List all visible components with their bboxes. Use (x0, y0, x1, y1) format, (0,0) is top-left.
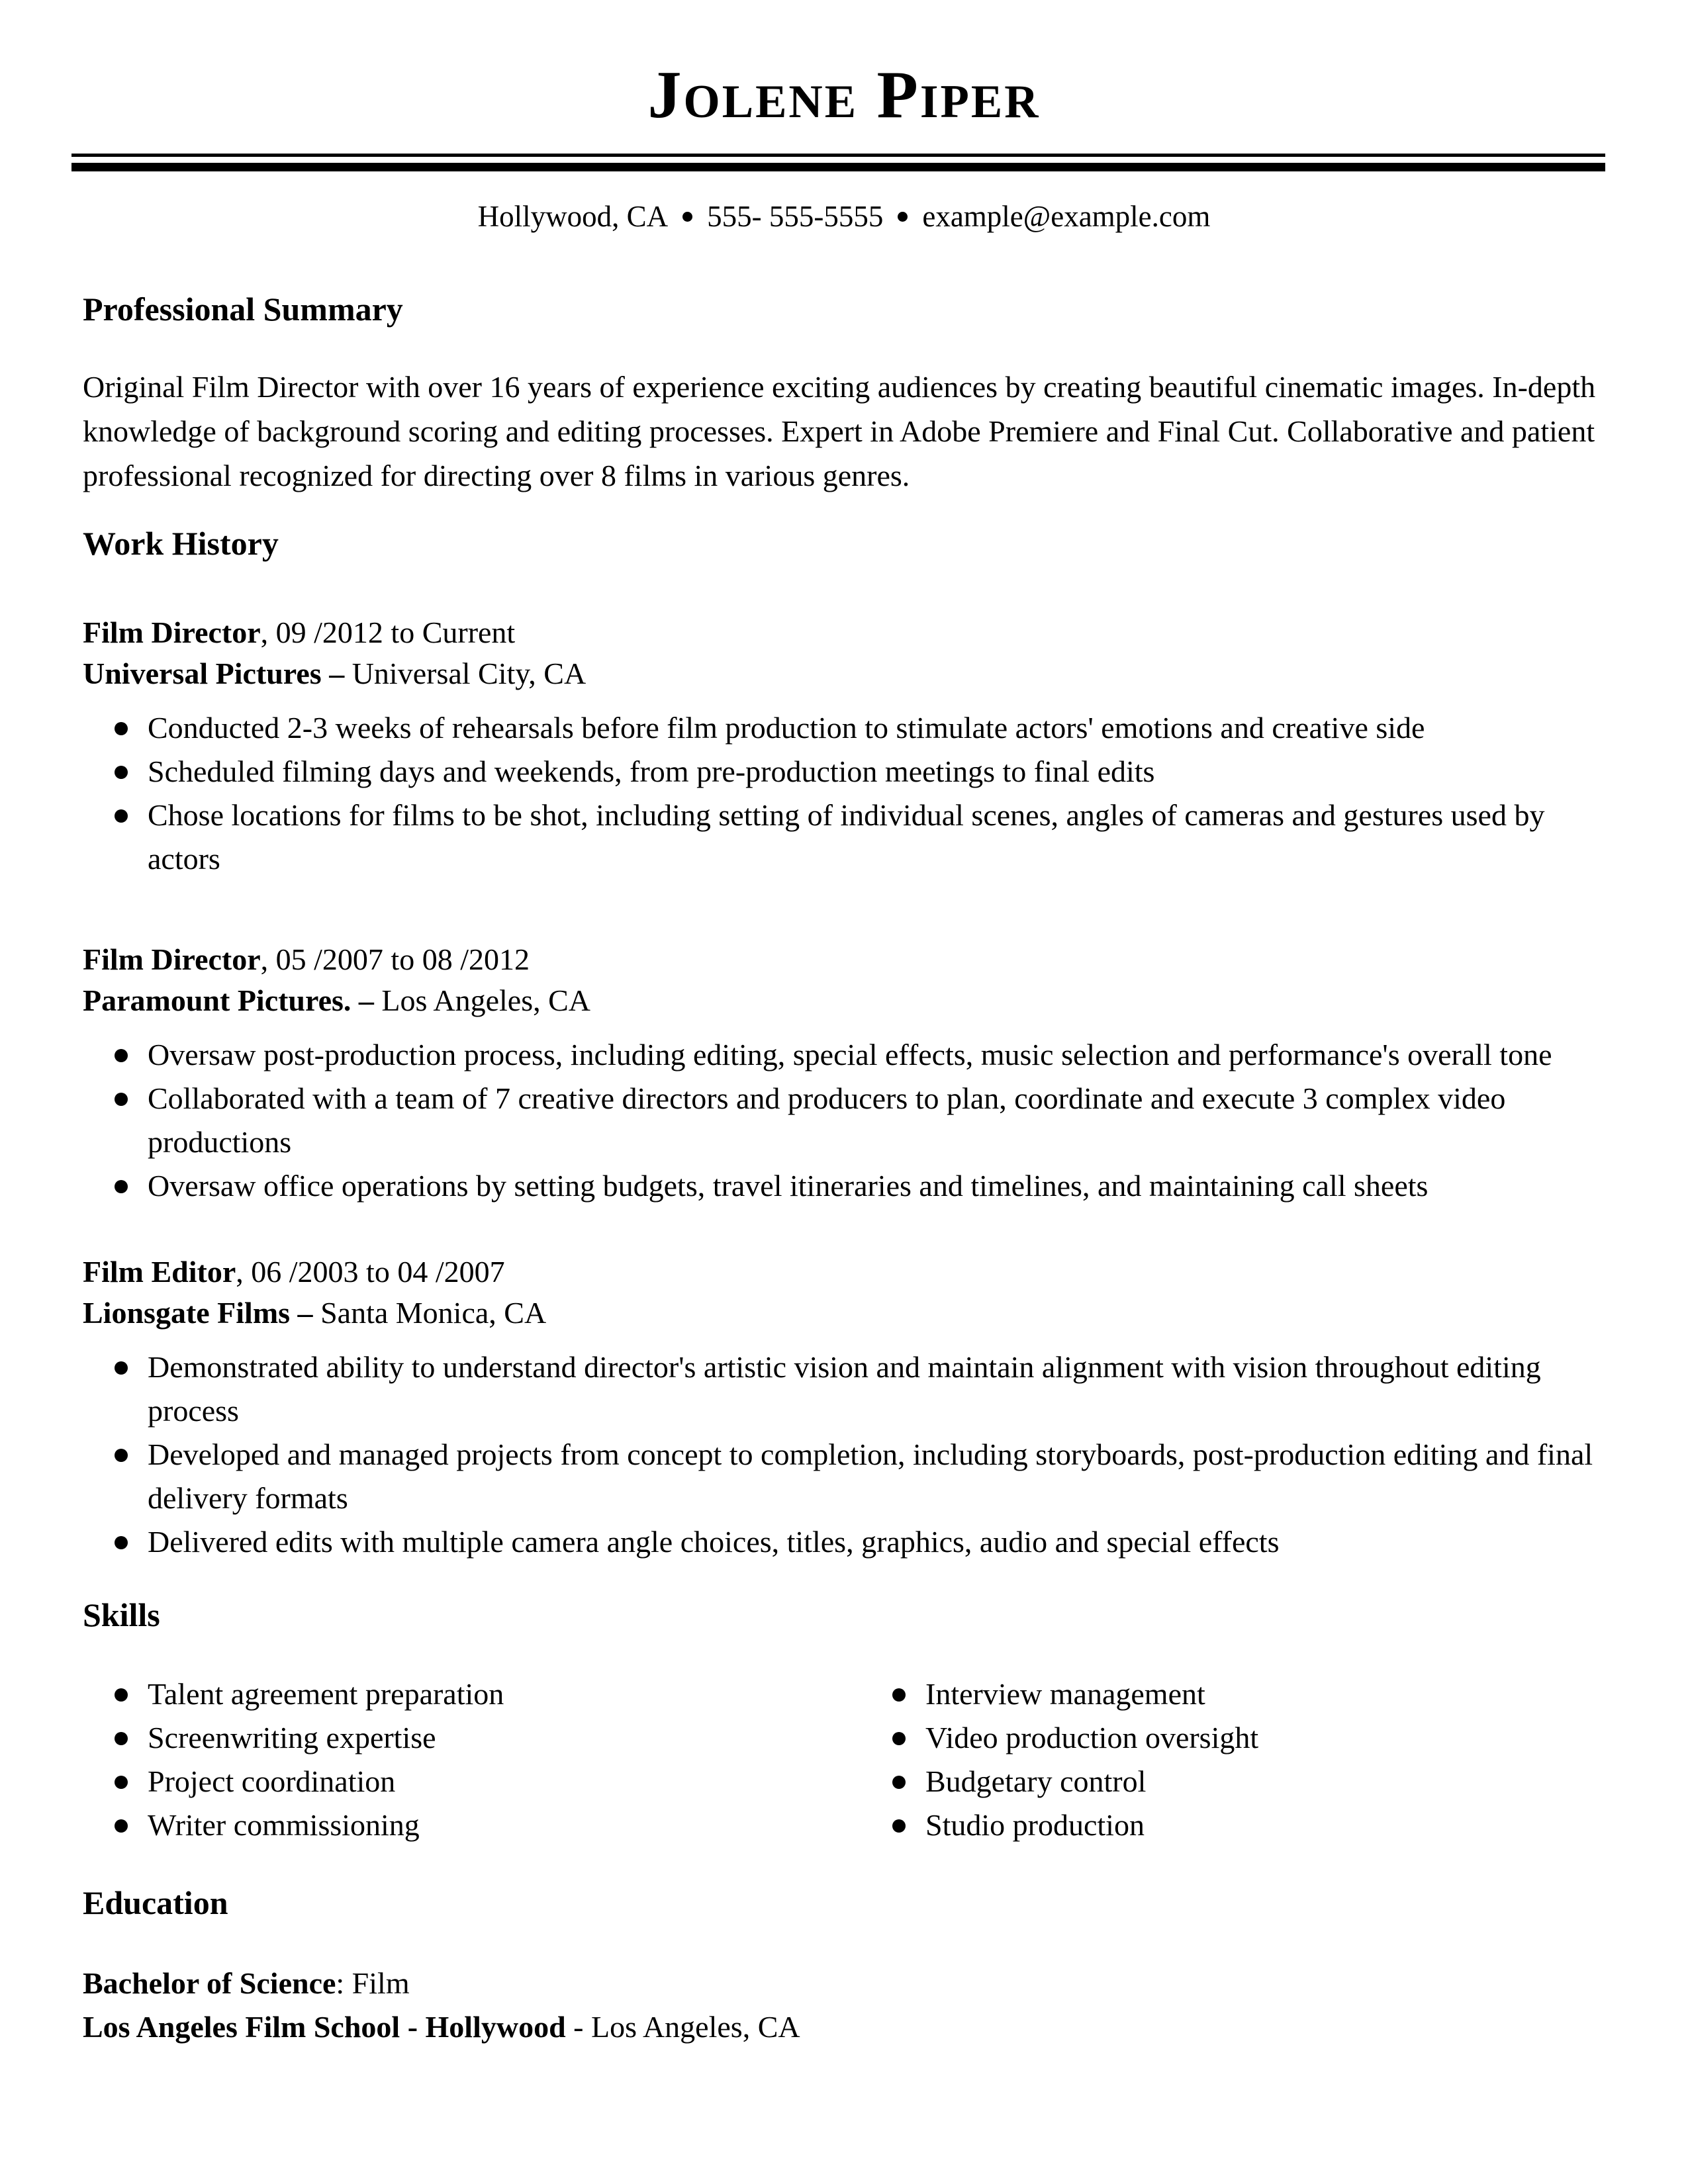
bullet-separator-icon (682, 212, 692, 222)
bullet-text: Delivered edits with multiple camera angle choices, titles, graphics, audio and special effects (148, 1525, 1280, 1559)
skill-item (83, 1803, 861, 1847)
job-bullet (83, 1033, 1605, 1077)
job-bullet (83, 1433, 1605, 1520)
bullet-icon (892, 1776, 906, 1789)
bullet-icon (115, 809, 128, 823)
section-heading-work-history: Work History (83, 525, 279, 562)
contact-phone: 555- 555-5555 (707, 200, 884, 233)
bullet-text: Oversaw office operations by setting budgets, travel itineraries and timelines, and maintaining call sheets (148, 1169, 1429, 1203)
contact-line (0, 199, 1688, 234)
job-company-line (83, 653, 1605, 694)
job-title: Film Director (83, 942, 261, 976)
bullet-text: Conducted 2-3 weeks of rehearsals before film production to stimulate actors' emotions and creative side (148, 711, 1425, 745)
bullet-text: Oversaw post-production process, including editing, special effects, music selection and performance's overall tone (148, 1038, 1552, 1071)
job-bullet (83, 1164, 1605, 1208)
job-bullet-list (83, 1345, 1605, 1564)
job-location: Los Angeles, CA (373, 983, 591, 1017)
section-heading-education: Education (83, 1884, 228, 1921)
degree-line (83, 1962, 1605, 2005)
bullet-text: Scheduled filming days and weekends, from pre-production meetings to final edits (148, 754, 1155, 788)
school-detail: - Los Angeles, CA (565, 2010, 800, 2044)
bullet-icon (115, 1536, 128, 1549)
skill-text: Writer commissioning (148, 1808, 420, 1842)
skill-text: Interview management (925, 1677, 1205, 1711)
skill-text: Studio production (925, 1808, 1145, 1842)
job-entry (83, 1251, 1605, 1564)
bullet-icon (115, 1688, 128, 1702)
skills-list (83, 1672, 1605, 1847)
section-heading-professional-summary: Professional Summary (83, 291, 403, 328)
job-title: Film Editor (83, 1255, 236, 1289)
skill-text: Project coordination (148, 1764, 396, 1798)
job-bullet (83, 750, 1605, 794)
bullet-icon (892, 1819, 906, 1833)
skills-column-right (861, 1672, 1605, 1847)
degree: Bachelor of Science (83, 1966, 336, 2000)
divider-thick-rule (71, 163, 1605, 171)
bullet-text: Chose locations for films to be shot, including setting of individual scenes, angles of cameras and gestures used by actors (148, 798, 1545, 876)
bullet-icon (115, 766, 128, 779)
skill-item (861, 1760, 1605, 1803)
contact-email: example@example.com (922, 200, 1211, 233)
job-bullet (83, 706, 1605, 750)
job-bullet (83, 794, 1605, 881)
skill-item (83, 1760, 861, 1803)
bullet-icon (892, 1732, 906, 1745)
bullet-separator-icon (898, 212, 908, 222)
candidate-name: Jolene Piper (647, 58, 1041, 132)
job-bullet-list (83, 1033, 1605, 1208)
bullet-icon (115, 1093, 128, 1106)
resume-header (0, 58, 1688, 234)
skill-item (83, 1672, 861, 1716)
skill-item (861, 1803, 1605, 1847)
skill-item (861, 1716, 1605, 1760)
contact-location: Hollywood, CA (477, 200, 669, 233)
bullet-text: Developed and managed projects from concept to completion, including storyboards, post-production editing and final delivery formats (148, 1437, 1593, 1515)
job-bullet-list (83, 706, 1605, 881)
bullet-icon (115, 1361, 128, 1375)
degree-detail: : Film (336, 1966, 410, 2000)
skill-text: Screenwriting expertise (148, 1721, 436, 1754)
job-title-line (83, 1251, 1605, 1293)
company-name: Paramount Pictures. – (83, 983, 374, 1017)
bullet-icon (115, 1449, 128, 1462)
job-bullet (83, 1520, 1605, 1564)
school-line (83, 2005, 1605, 2049)
job-location: Universal City, CA (344, 657, 586, 690)
bullet-text: Collaborated with a team of 7 creative directors and producers to plan, coordinate and execute 3 complex video productions (148, 1081, 1506, 1159)
bullet-icon (892, 1688, 906, 1702)
summary-paragraph: Original Film Director with over 16 years of experience exciting audiences by creating beautiful cinematic images. In-depth knowledge of background scoring and editing processes. Expert in Adobe Premiere and Final Cut. Collaborative and patient professional recognized for directing over 8 films in various genres. (83, 370, 1596, 492)
job-entry (83, 939, 1605, 1208)
bullet-text: Demonstrated ability to understand director's artistic vision and maintain alignment with vision throughout editing process (148, 1350, 1541, 1428)
job-company-line (83, 1293, 1605, 1334)
skill-text: Video production oversight (925, 1721, 1259, 1754)
job-title-line (83, 939, 1605, 980)
job-dates: , 09 /2012 to Current (260, 615, 516, 649)
job-company-line (83, 980, 1605, 1021)
bullet-icon (115, 1732, 128, 1745)
company-name: Lionsgate Films – (83, 1296, 313, 1330)
skill-item (83, 1716, 861, 1760)
bullet-icon (115, 1049, 128, 1062)
job-dates: , 05 /2007 to 08 /2012 (260, 942, 530, 976)
job-location: Santa Monica, CA (312, 1296, 547, 1330)
bullet-icon (115, 722, 128, 735)
bullet-icon (115, 1776, 128, 1789)
skill-text: Talent agreement preparation (148, 1677, 504, 1711)
resume-body (0, 290, 1688, 2049)
bullet-icon (115, 1819, 128, 1833)
education-entry (83, 1962, 1605, 2049)
job-entry (83, 612, 1605, 881)
skill-text: Budgetary control (925, 1764, 1147, 1798)
company-name: Universal Pictures – (83, 657, 345, 690)
section-heading-skills: Skills (83, 1596, 160, 1633)
job-bullet (83, 1345, 1605, 1433)
bullet-icon (115, 1180, 128, 1193)
skills-column-left (83, 1672, 861, 1847)
job-dates: , 06 /2003 to 04 /2007 (236, 1255, 505, 1289)
divider-thin-rule (71, 154, 1605, 157)
job-bullet (83, 1077, 1605, 1164)
skill-item (861, 1672, 1605, 1716)
school: Los Angeles Film School - Hollywood (83, 2010, 566, 2044)
job-title-line (83, 612, 1605, 653)
job-title: Film Director (83, 615, 261, 649)
header-divider (71, 154, 1605, 171)
